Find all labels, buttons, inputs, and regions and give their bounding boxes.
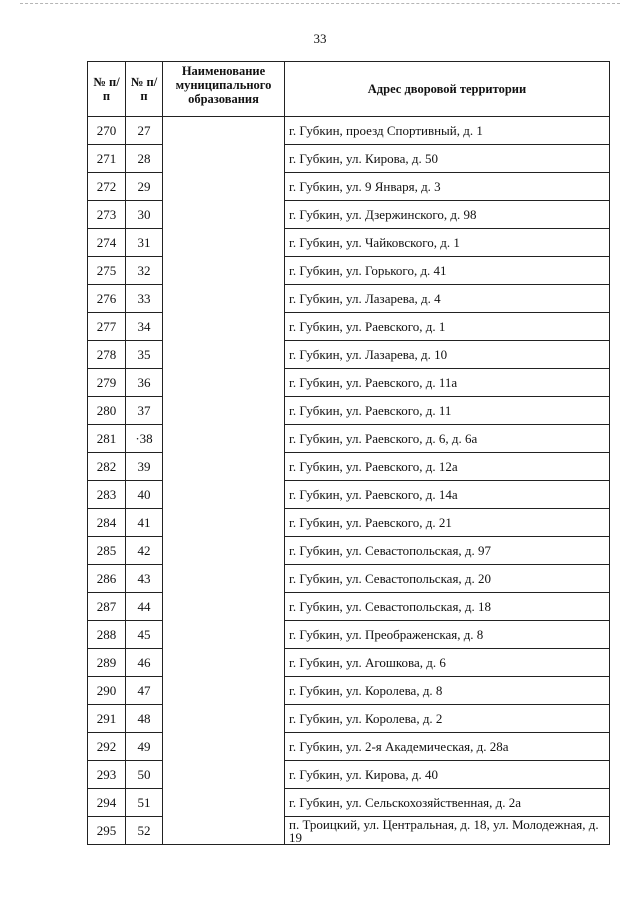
row-number-overall: 288 xyxy=(88,621,126,649)
row-number-local: 47 xyxy=(126,677,163,705)
row-number-local: 41 xyxy=(126,509,163,537)
table-body xyxy=(88,117,610,845)
table-header-row xyxy=(88,62,610,117)
row-number-overall: 294 xyxy=(88,789,126,817)
row-number-overall: 280 xyxy=(88,397,126,425)
row-address: г. Губкин, ул. Чайковского, д. 1 xyxy=(285,229,610,257)
page-number: 33 xyxy=(313,31,327,46)
row-address: г. Губкин, ул. Севастопольская, д. 20 xyxy=(285,565,610,593)
row-number-local: 32 xyxy=(126,257,163,285)
row-address: г. Губкин, ул. Севастопольская, д. 97 xyxy=(285,537,610,565)
row-address: г. Губкин, ул. Лазарева, д. 10 xyxy=(285,341,610,369)
row-number-local: 36 xyxy=(126,369,163,397)
row-number-local: 49 xyxy=(126,733,163,761)
row-address: г. Губкин, ул. Дзержинского, д. 98 xyxy=(285,201,610,229)
row-address: г. Губкин, ул. Королева, д. 8 xyxy=(285,677,610,705)
scan-top-edge xyxy=(20,3,620,4)
row-number-local: 50 xyxy=(126,761,163,789)
row-address: г. Губкин, ул. Агошкова, д. 6 xyxy=(285,649,610,677)
row-number-overall: 289 xyxy=(88,649,126,677)
row-number-overall: 274 xyxy=(88,229,126,257)
row-address: г. Губкин, ул. Сельскохозяйственная, д. 2а xyxy=(285,789,610,817)
row-address: г. Губкин, ул. Раевского, д. 12а xyxy=(285,453,610,481)
row-address: г. Губкин, ул. Раевского, д. 11а xyxy=(285,369,610,397)
row-number-local: 27 xyxy=(126,117,163,145)
row-number-overall: 292 xyxy=(88,733,126,761)
yard-territories-table xyxy=(87,61,610,845)
row-number-local: 40 xyxy=(126,481,163,509)
row-number-overall: 273 xyxy=(88,201,126,229)
row-number-overall: 279 xyxy=(88,369,126,397)
row-address: г. Губкин, ул. Раевского, д. 11 xyxy=(285,397,610,425)
row-address: г. Губкин, ул. Кирова, д. 40 xyxy=(285,761,610,789)
row-number-overall: 287 xyxy=(88,593,126,621)
row-address: г. Губкин, ул. Севастопольская, д. 18 xyxy=(285,593,610,621)
row-number-overall: 278 xyxy=(88,341,126,369)
row-number-local: 34 xyxy=(126,313,163,341)
row-number-local: 43 xyxy=(126,565,163,593)
row-number-overall: 284 xyxy=(88,509,126,537)
header-number-overall: № п/п xyxy=(88,62,126,117)
row-number-local: 52 xyxy=(126,817,163,845)
row-number-overall: 283 xyxy=(88,481,126,509)
row-number-overall: 286 xyxy=(88,565,126,593)
row-address: г. Губкин, ул. Раевского, д. 1 xyxy=(285,313,610,341)
row-number-overall: 276 xyxy=(88,285,126,313)
row-number-local: 44 xyxy=(126,593,163,621)
row-number-local: 29 xyxy=(126,173,163,201)
row-address: п. Троицкий, ул. Центральная, д. 18, ул. Молодежная, д. 19 xyxy=(285,817,610,845)
row-number-local: 30 xyxy=(126,201,163,229)
row-address: г. Губкин, ул. 9 Января, д. 3 xyxy=(285,173,610,201)
row-address: г. Губкин, проезд Спортивный, д. 1 xyxy=(285,117,610,145)
row-number-overall: 285 xyxy=(88,537,126,565)
row-address: г. Губкин, ул. 2-я Академическая, д. 28а xyxy=(285,733,610,761)
table-row xyxy=(88,117,610,145)
header-address: Адрес дворовой территории xyxy=(285,62,610,117)
row-number-local: 45 xyxy=(126,621,163,649)
row-number-overall: 275 xyxy=(88,257,126,285)
row-number-local: 42 xyxy=(126,537,163,565)
row-number-overall: 282 xyxy=(88,453,126,481)
row-number-overall: 277 xyxy=(88,313,126,341)
row-address: г. Губкин, ул. Кирова, д. 50 xyxy=(285,145,610,173)
header-municipality: Наименование муниципального образования xyxy=(163,62,285,117)
row-address: г. Губкин, ул. Лазарева, д. 4 xyxy=(285,285,610,313)
municipality-cell xyxy=(163,117,285,845)
row-number-local: 37 xyxy=(126,397,163,425)
row-number-overall: 291 xyxy=(88,705,126,733)
row-number-overall: 271 xyxy=(88,145,126,173)
row-number-overall: 272 xyxy=(88,173,126,201)
row-number-overall: 295 xyxy=(88,817,126,845)
row-address: г. Губкин, ул. Раевского, д. 14а xyxy=(285,481,610,509)
row-number-overall: 270 xyxy=(88,117,126,145)
header-number-local: № п/п xyxy=(126,62,163,117)
row-number-overall: 281 xyxy=(88,425,126,453)
row-address: г. Губкин, ул. Горького, д. 41 xyxy=(285,257,610,285)
row-number-local: 35 xyxy=(126,341,163,369)
row-address: г. Губкин, ул. Королева, д. 2 xyxy=(285,705,610,733)
row-number-local: 51 xyxy=(126,789,163,817)
row-number-overall: 293 xyxy=(88,761,126,789)
row-number-local: 28 xyxy=(126,145,163,173)
row-address: г. Губкин, ул. Раевского, д. 6, д. 6а xyxy=(285,425,610,453)
row-address: г. Губкин, ул. Преображенская, д. 8 xyxy=(285,621,610,649)
row-number-local: 33 xyxy=(126,285,163,313)
row-number-local: 46 xyxy=(126,649,163,677)
row-number-overall: 290 xyxy=(88,677,126,705)
row-number-local: 48 xyxy=(126,705,163,733)
row-number-local: 39 xyxy=(126,453,163,481)
row-address: г. Губкин, ул. Раевского, д. 21 xyxy=(285,509,610,537)
row-number-local: 31 xyxy=(126,229,163,257)
row-number-local: ·38 xyxy=(126,425,163,453)
